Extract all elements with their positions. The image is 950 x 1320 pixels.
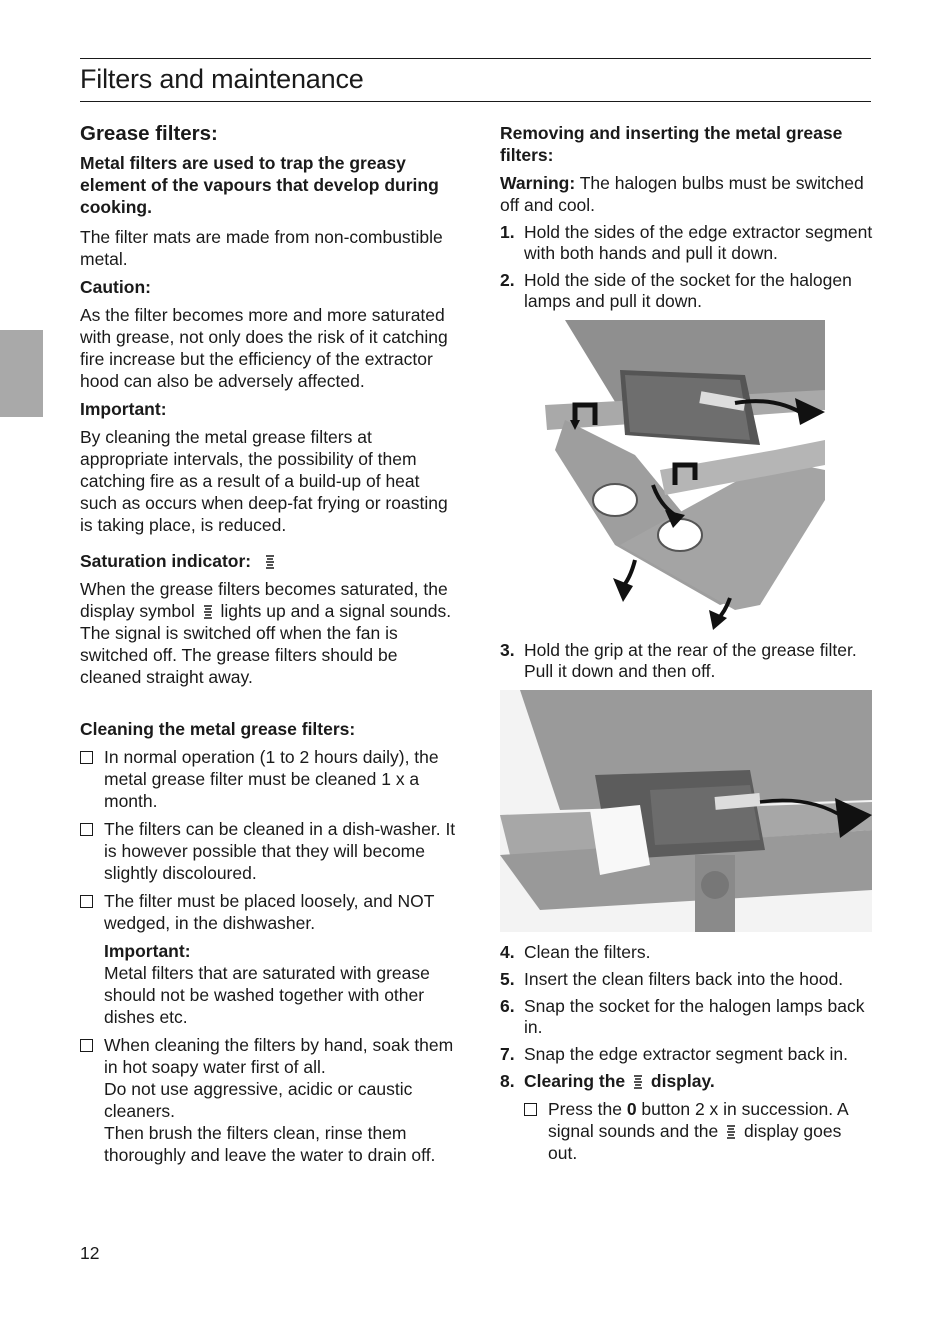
step-text — [524, 1071, 875, 1092]
step-text: Hold the side of the socket for the halogen lamps and pull it down. — [524, 270, 852, 311]
left-column — [80, 122, 458, 1172]
step8-text-a: Clearing the — [524, 1071, 626, 1091]
step-number: 2. — [500, 270, 515, 290]
step-number: 6. — [500, 996, 515, 1016]
cleaning-heading: Cleaning the metal grease filters: — [80, 719, 356, 739]
cleaning-item — [80, 890, 458, 1028]
cleaning-item-body — [104, 890, 458, 1028]
removing-heading: Removing and inserting the metal grease filters: — [500, 123, 843, 165]
cleaning-item-text3: Then brush the filters clean, rinse them thoroughly and leave the water to drain off. — [104, 1123, 436, 1165]
important-label: Important: — [80, 399, 167, 419]
saturation-indicator-heading — [80, 550, 458, 572]
step-item — [500, 942, 875, 963]
checkbox-bullet-icon — [80, 890, 104, 1028]
page-number: 12 — [80, 1243, 100, 1263]
page-title: Filters and maintenance — [80, 64, 364, 94]
section-tab-marker — [0, 330, 43, 417]
zero-button-label: 0 — [626, 1099, 637, 1119]
saturation-symbol-icon — [632, 1074, 644, 1089]
dishwasher-important-label: Important: — [104, 941, 191, 961]
step8-sub-a: Press the — [548, 1099, 622, 1119]
step8-subitem — [524, 1098, 875, 1164]
step8-sub-b: button 2 x in succession. A signal sounds and the — [548, 1099, 848, 1141]
step-text: Snap the socket for the halogen lamps back in. — [524, 996, 865, 1037]
checkbox-bullet-icon — [80, 818, 104, 884]
step8-sub-c: display goes out. — [548, 1121, 842, 1163]
grease-filters-heading: Grease filters: — [80, 122, 218, 145]
step-text: Clean the filters. — [524, 942, 651, 962]
cleaning-item — [80, 1034, 458, 1166]
step-text: Insert the clean filters back into the hood. — [524, 969, 844, 989]
header-rule-top — [80, 58, 871, 59]
step-item — [500, 222, 875, 264]
warning-text: The halogen bulbs must be switched off and cool. — [500, 173, 864, 215]
warning-paragraph — [500, 172, 875, 216]
saturation-text-b: lights up and a signal sounds. The signal is switched off when the fan is switched off. The grease filters should be cleaned straight away. — [80, 601, 452, 687]
saturation-symbol-icon — [202, 604, 214, 619]
grease-filter-removal-illustration — [500, 690, 872, 932]
cleaning-item — [80, 746, 458, 812]
saturation-symbol-icon — [264, 554, 276, 569]
header-rule-bottom — [80, 101, 871, 102]
step-number: 8. — [500, 1071, 515, 1091]
step-item — [500, 969, 875, 990]
warning-label: Warning: — [500, 173, 576, 193]
step-item — [500, 1071, 875, 1092]
caution-label: Caution: — [80, 277, 151, 297]
cleaning-item-text: The filter must be placed loosely, and NOT wedged, in the dishwasher. — [104, 891, 435, 933]
filter-mats-text: The filter mats are made from non-combustible metal. — [80, 227, 443, 269]
step-number: 4. — [500, 942, 515, 962]
step-number: 7. — [500, 1044, 515, 1064]
step-number: 1. — [500, 222, 515, 242]
step-text: Hold the grip at the rear of the grease filter. Pull it down and then off. — [524, 640, 857, 681]
saturation-text — [80, 578, 458, 688]
cleaning-item-text: In normal operation (1 to 2 hours daily), the metal grease filter must be cleaned 1 x a month. — [104, 747, 439, 811]
caution-text: As the filter becomes more and more saturated with grease, not only does the risk of it catching fire increase but the efficiency of the extractor hood can also be adversely affected. — [80, 305, 448, 391]
saturation-text-a: When the grease filters becomes saturated, the display symbol — [80, 579, 448, 621]
step-item — [500, 1044, 875, 1065]
checkbox-bullet-icon — [80, 1034, 104, 1166]
cleaning-item-body — [104, 1034, 458, 1166]
saturation-indicator-label: Saturation indicator: — [80, 551, 252, 571]
edge-segment-illustration — [525, 320, 825, 630]
step-number: 5. — [500, 969, 515, 989]
cleaning-item-text2: Do not use aggressive, acidic or caustic cleaners. — [104, 1079, 413, 1121]
cleaning-item-text: When cleaning the filters by hand, soak them in hot soapy water first of all. — [104, 1035, 454, 1077]
step8-subitem-text — [548, 1098, 875, 1164]
important-text: By cleaning the metal grease filters at appropriate intervals, the possibility of them catching fire as a result of a build-up of heat such as occurs when deep-fat frying or roasting is taking place, is reduced. — [80, 427, 448, 535]
cleaning-item — [80, 818, 458, 884]
checkbox-bullet-icon — [80, 746, 104, 812]
grease-filters-lead: Metal filters are used to trap the greasy element of the vapours that develop during cooking. — [80, 153, 439, 217]
right-column — [500, 122, 875, 1170]
cleaning-item-text: The filters can be cleaned in a dish-washer. It is however possible that they will become slightly discoloured. — [104, 819, 456, 883]
step8-text-b: display. — [650, 1071, 715, 1091]
dishwasher-important-text: Metal filters that are saturated with grease should not be washed together with other dishes etc. — [104, 963, 430, 1027]
saturation-symbol-icon — [725, 1124, 737, 1139]
step-item — [500, 270, 875, 312]
step-item — [500, 996, 875, 1038]
checkbox-bullet-icon — [524, 1098, 548, 1164]
step-item — [500, 640, 875, 682]
step-number: 3. — [500, 640, 515, 660]
step-text: Hold the sides of the edge extractor segment with both hands and pull it down. — [524, 222, 873, 263]
step-text: Snap the edge extractor segment back in. — [524, 1044, 848, 1064]
